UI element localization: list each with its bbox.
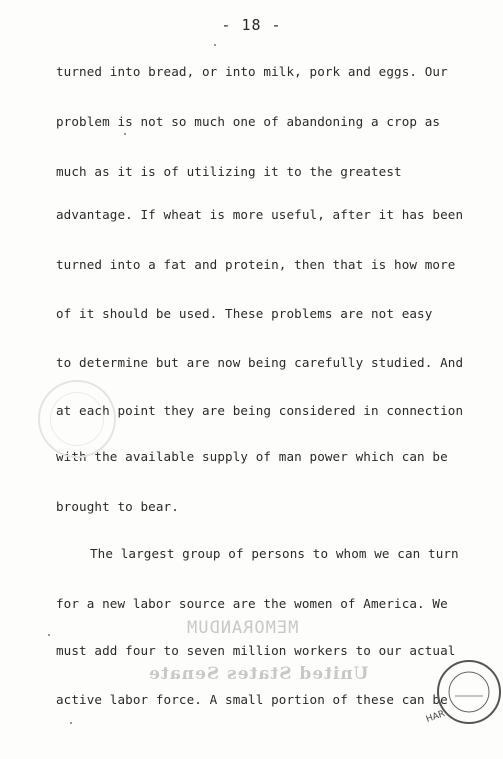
text-line-3: much as it is of utilizing it to the greatest — [56, 164, 402, 179]
text-line-8: at each point they are being considered in connection — [56, 403, 464, 418]
text-line-11: The largest group of persons to whom we can turn — [90, 546, 459, 561]
text-line-10: brought to bear. — [56, 499, 179, 514]
bleed-through-senate: United States Senate — [148, 664, 369, 684]
faint-stamp — [38, 380, 116, 458]
text-line-14: active labor force. A small portion of these can be — [56, 692, 448, 707]
library-stamp — [437, 660, 501, 724]
speck — [124, 133, 126, 135]
text-line-4: advantage. If wheat is more useful, after it has been — [56, 207, 464, 222]
library-stamp-graphic — [439, 662, 499, 722]
text-line-13: must add four to seven million workers to our actual — [56, 643, 456, 658]
speck — [214, 44, 216, 46]
text-line-1: turned into bread, or into milk, pork and eggs. Our — [56, 64, 448, 79]
text-line-6: of it should be used. These problems are not easy — [56, 306, 433, 321]
speck — [70, 722, 72, 724]
page-number: - 18 - — [221, 16, 282, 34]
bleed-through-memorandum: MEMORANDUM — [186, 618, 299, 638]
stamp-fragment: HAR — [424, 709, 447, 725]
text-line-12: for a new labor source are the women of America. We — [56, 596, 448, 611]
text-line-7: to determine but are now being carefully studied. And — [56, 355, 464, 370]
text-line-9: with the available supply of man power which can be — [56, 449, 448, 464]
speck — [48, 634, 50, 636]
text-line-2: problem is not so much one of abandoning a crop as — [56, 114, 441, 129]
text-line-5: turned into a fat and protein, then that is how more — [56, 257, 456, 272]
